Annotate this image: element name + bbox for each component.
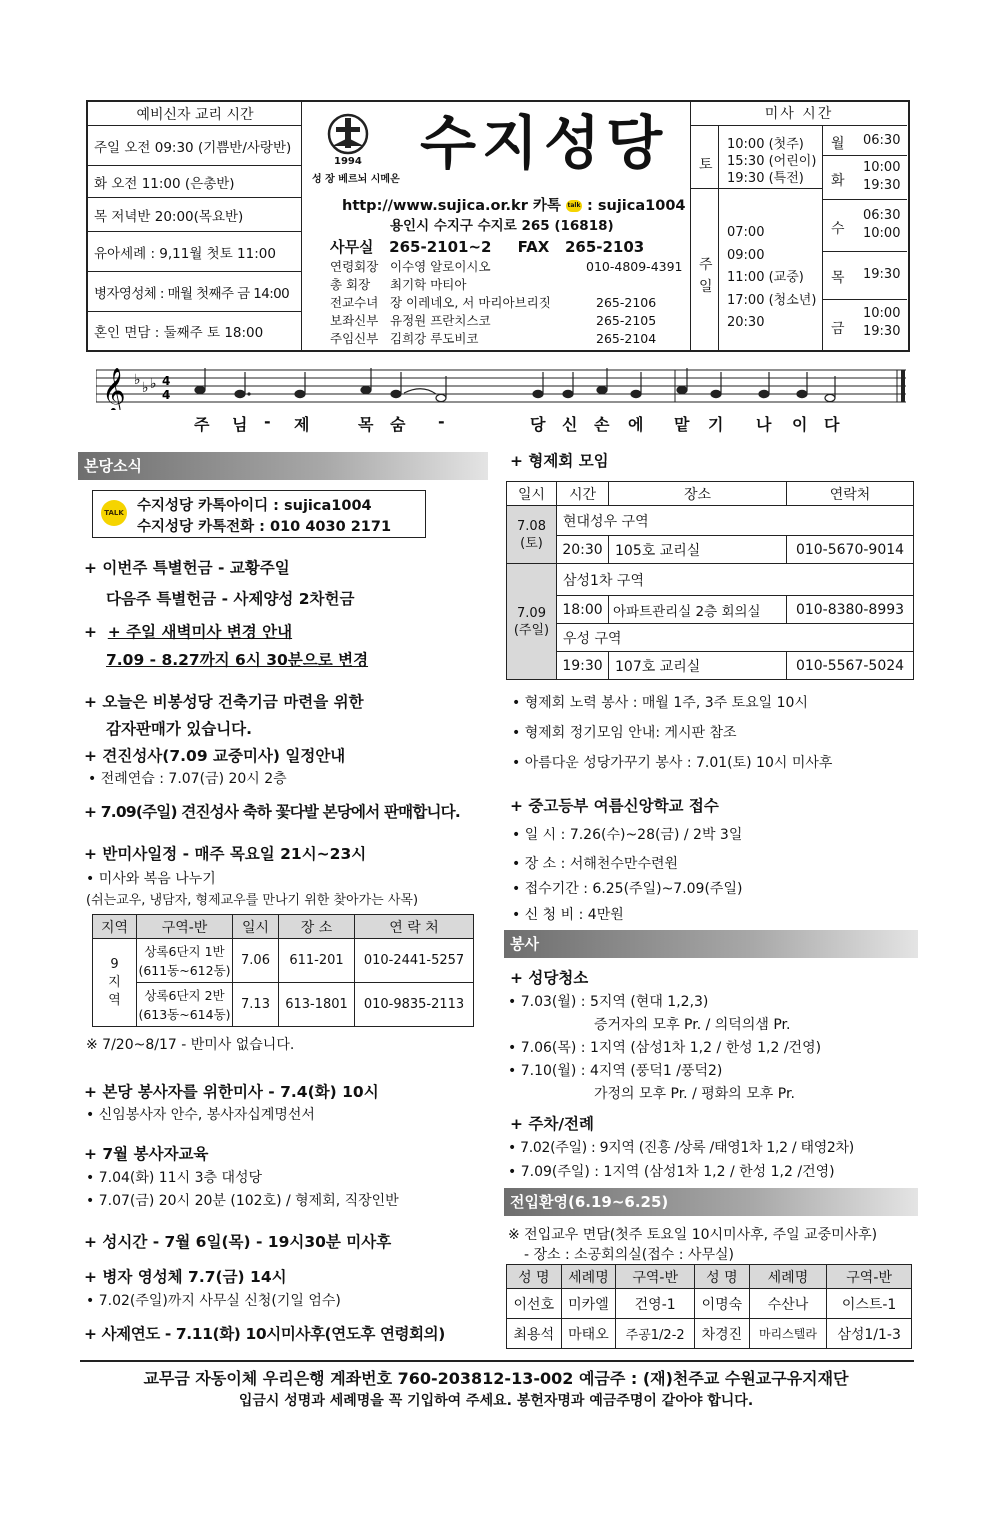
col-header: 지역 [93, 915, 137, 939]
welcome-note: ※ 전입교우 면담(첫주 토요일 10시미사후, 주일 교중미사후) [508, 1227, 878, 1243]
parking-item: • 7.02(주일) : 9지역 (진흥 /상록 /태영1차 1,2 / 태영2차) [508, 1140, 854, 1156]
col-header: 성 명 [507, 1265, 562, 1289]
place-cell: 105호 교리실 [609, 536, 787, 564]
kakao-phone-line: 수지성당 카톡전화 : 010 4030 2171 [137, 519, 392, 535]
time-cell: 19:30 [557, 652, 609, 680]
lyric: - [264, 412, 271, 431]
lyric: 제 [294, 415, 310, 434]
catechism-title: 예비신자 교리 시간 [88, 102, 302, 126]
table-row [93, 939, 474, 983]
news-next-offering: 다음주 특별헌금 - 사제양성 2차헌금 [106, 590, 355, 608]
col-header: 연락처 [787, 482, 914, 506]
cell: 이명숙 [695, 1289, 750, 1319]
staff-phone: 265-2104 [596, 330, 657, 346]
kakao-talk-icon: TALK [101, 500, 127, 526]
col-header: 일시 [507, 482, 557, 506]
news-requiem: + 사제연도 - 7.11(화) 10시미사후(연도후 연령회의) [84, 1325, 445, 1343]
place-cell: 아파트관리실 2층 회의실 [609, 596, 787, 624]
cell: 삼성1/1-3 [827, 1319, 912, 1349]
place-cell: 611-201 [279, 939, 355, 983]
mass-time: 07:00 [727, 225, 765, 240]
cell: 마리스텔라 [749, 1319, 826, 1349]
cell: 미카엘 [561, 1289, 616, 1319]
lyric: 손 [594, 415, 610, 434]
mass-time: 10:00 [863, 226, 901, 241]
date-cell: 7.06 [233, 939, 279, 983]
date-cell: 7.13 [233, 983, 279, 1027]
staff-name: 최기학 마티아 [390, 277, 467, 292]
col-header: 장소 [609, 482, 787, 506]
contact-web [342, 194, 686, 215]
catechism-row: 화 오전 11:00 (은총반) [88, 166, 302, 198]
lyric: 이 [792, 415, 808, 434]
cleaning-item: • 7.06(목) : 1지역 (삼성1차 1,2 / 한성 1,2 /건영) [508, 1040, 822, 1056]
cell: 이스트-1 [827, 1289, 912, 1319]
table-header-row [93, 915, 474, 939]
cell: 마태오 [561, 1319, 616, 1349]
brothers-table [506, 481, 914, 680]
mass-time: 19:30 [863, 324, 901, 339]
svg-text:♭: ♭ [150, 376, 157, 392]
summer-school-item: • 일 시 : 7.26(수)~28(금) / 2박 3일 [512, 827, 743, 843]
news-training-1: • 7.04(화) 11시 3층 대성당 [86, 1170, 263, 1186]
parking-item: • 7.09(주일) : 1지역 (삼성1차 1,2 / 한성 1,2 /건영) [508, 1164, 835, 1180]
mass-time: 06:30 [863, 208, 901, 223]
staff-role: 보좌신부 [330, 313, 379, 328]
catechism-row: 병자영성체 : 매월 첫째주 금 14:00 [88, 272, 302, 312]
news-dawn-mass-detail: 7.09 - 8.27까지 6시 30분으로 변경 [106, 651, 369, 669]
news-ban-mass-desc: (쉬는교우, 냉담자, 형제교우를 만나기 위한 찾아가는 사목) [86, 893, 419, 908]
cell: 이선호 [507, 1289, 562, 1319]
mass-time: 10:00 (첫주) [727, 137, 804, 152]
lyric: 기 [708, 415, 724, 434]
svg-text:4: 4 [162, 374, 171, 388]
parish-name: 수지성당 [420, 109, 669, 177]
news-sick-communion: + 병자 영성체 7.7(금) 14시 [84, 1268, 287, 1286]
col-header: 구역-반 [137, 915, 233, 939]
lyric: 숨 [390, 415, 406, 434]
sunday-label: 주 일 [699, 257, 713, 295]
cleaning-item: • 7.03(월) : 5지역 (현대 1,2,3) [508, 994, 709, 1010]
mass-time: 15:30 (어린이) [727, 154, 817, 169]
mass-time: 20:30 [727, 315, 765, 330]
phone-cell: 010-5567-5024 [787, 652, 914, 680]
mass-time: 17:00 (청소년) [727, 292, 817, 308]
col-header: 일시 [233, 915, 279, 939]
staff-role: 연령회장 [330, 259, 379, 274]
staff-name: 이수영 알로이시오 [390, 259, 491, 274]
region-cell: 9 지 역 [93, 939, 137, 1027]
place-cell: 613-1801 [279, 983, 355, 1027]
staff-row [328, 257, 685, 275]
news-holy-hour: + 성시간 - 7월 6일(목) - 19시30분 미사후 [84, 1233, 392, 1251]
weekday-label: 목 [831, 270, 845, 286]
table-row [507, 596, 914, 624]
sunday-times [727, 222, 816, 335]
news-sick-communion-sub: • 7.02(주일)까지 사무실 신청(기일 엄수) [86, 1293, 341, 1309]
weekday-row [823, 252, 907, 300]
table-row [507, 624, 914, 652]
place-cell: 107호 교리실 [609, 652, 787, 680]
news-confirmation: + 견진성사(7.09 교중미사) 일정안내 [84, 747, 346, 765]
cleaning-item: • 7.10(월) : 4지역 (풍덕1 /풍덕2) [508, 1063, 723, 1079]
table-header-row [507, 1265, 912, 1289]
staff-name: 장 이레네오, 서 마리아브리짓 [390, 295, 551, 310]
staff-phone: 265-2106 [596, 294, 657, 310]
mass-time: 19:30 (특전) [727, 171, 804, 186]
kakao-box [92, 490, 426, 538]
parking-title: + 주차/전례 [510, 1115, 594, 1133]
lyric: - [438, 412, 445, 431]
lyric: 신 [562, 415, 578, 434]
office-phone: 265-2101~2 [389, 238, 492, 256]
summer-school-item: • 접수기간 : 6.25(주일)~7.09(주일) [512, 881, 743, 897]
mass-time: 19:30 [863, 267, 901, 282]
lyric: 다 [824, 415, 840, 434]
table-row [507, 652, 914, 680]
col-header: 세례명 [561, 1265, 616, 1289]
brothers-note: • 아름다운 성당가꾸기 봉사 : 7.01(토) 10시 미사후 [512, 755, 833, 771]
group-name: 삼성1차 구역 [557, 564, 914, 596]
phone-cell: 010-8380-8993 [787, 596, 914, 624]
lyric: 목 [358, 415, 374, 434]
col-header: 장 소 [279, 915, 355, 939]
date-cell: 7.09 (주일) [507, 564, 557, 680]
staff-name: 김희강 루도비코 [390, 331, 479, 346]
cell: 건영-1 [616, 1289, 695, 1319]
staff-role: 전교수녀 [330, 295, 379, 310]
hymn-score [96, 360, 906, 434]
cell: 최용석 [507, 1319, 562, 1349]
weekday-label: 월 [831, 136, 845, 152]
weekday-label: 화 [831, 173, 845, 189]
staff-list [328, 257, 685, 347]
catechism-schedule [88, 102, 302, 350]
table-row [507, 506, 914, 536]
news-dawn-mass-title: + 주일 새벽미사 변경 안내 [107, 623, 293, 641]
brothers-note: • 형제회 정기모임 안내: 게시판 참조 [512, 725, 737, 741]
saturday-times [727, 136, 816, 187]
kakao-id-line: 수지성당 카톡아이디 : sujica1004 [137, 498, 372, 514]
welcome-note: - 장소 : 소공회의실(접수 : 사무실) [524, 1247, 734, 1263]
table-row [507, 564, 914, 596]
lyric: 나 [756, 415, 772, 434]
fax-number: 265-2103 [564, 238, 645, 256]
hymn-lyrics [96, 412, 906, 434]
mass-time: 11:00 (교중) [727, 270, 804, 285]
section-parish-news: 본당소식 [78, 452, 488, 480]
footer-divider [80, 1360, 914, 1362]
phone-cell: 010-5670-9014 [787, 536, 914, 564]
phone-cell: 010-9835-2113 [355, 983, 474, 1027]
cell: 수산나 [749, 1289, 826, 1319]
news-volunteer-mass-sub: • 신임봉사자 안수, 봉사자십계명선서 [86, 1107, 315, 1123]
summer-school-item: • 신 청 비 : 4만원 [512, 907, 624, 923]
saturday-label: 토 [699, 157, 713, 173]
mass-title: 미사 시간 [691, 102, 907, 126]
mass-schedule [690, 102, 908, 350]
table-header-row [507, 482, 914, 506]
divider [691, 188, 823, 189]
section-service: 봉사 [504, 930, 918, 958]
staff-row [328, 311, 685, 329]
summer-school-item: • 장 소 : 서해천수만수련원 [512, 856, 679, 872]
lyric: 당 [530, 415, 546, 434]
col-header: 구역-반 [616, 1265, 695, 1289]
staff-name: 유정원 프란치스코 [390, 313, 491, 328]
lyric: 님 [232, 415, 248, 434]
music-staff-icon [96, 360, 906, 410]
svg-text:♭: ♭ [142, 380, 149, 396]
table-row [507, 1319, 912, 1349]
lyric: 에 [628, 415, 644, 434]
logo-text: 성 장 베르뇌 시메온 [312, 174, 400, 185]
svg-text:𝄞: 𝄞 [102, 368, 126, 410]
catechism-row: 유아세례 : 9,11월 첫토 11:00 [88, 232, 302, 272]
news-volunteer-training: + 7월 봉사자교육 [84, 1145, 209, 1163]
kakao-talk-icon: talk [566, 200, 582, 212]
footer-note: 입금시 성명과 세례명을 꼭 기입하여 주세요. 봉헌자명과 예금주명이 같아야 합니다. [238, 1393, 754, 1409]
website[interactable]: http://www.sujica.or.kr 카톡 [342, 198, 561, 214]
news-potato-sale-2: 감자판매가 있습니다. [106, 720, 253, 738]
weekday-label: 수 [831, 221, 845, 237]
cell: 주공1/2-2 [616, 1319, 695, 1349]
table-row [507, 536, 914, 564]
news-ban-mass-note: ※ 7/20~8/17 - 반미사 없습니다. [86, 1037, 295, 1053]
staff-role: 주임신부 [330, 331, 379, 346]
staff-row [328, 275, 685, 293]
office-contacts [330, 236, 644, 257]
table-row [507, 1289, 912, 1319]
cell: 차경진 [695, 1319, 750, 1349]
footer-account: 교무금 자동이체 우리은행 계좌번호 760-203812-13-002 예금주 : (재)천주교 수원교구유지재단 [143, 1369, 849, 1388]
weekday-row [823, 156, 907, 200]
parish-logo [310, 110, 400, 190]
lyric: 주 [194, 415, 210, 434]
mass-time: 19:30 [863, 178, 901, 193]
news-dawn-mass: + + 주일 새벽미사 변경 안내 [84, 623, 293, 641]
weekday-row [823, 126, 907, 156]
lyric: 맡 [674, 415, 690, 434]
office-label: 사무실 [330, 238, 374, 256]
logo-year: 1994 [334, 156, 362, 167]
area-cell: 상록6단지 2반 (613동~614동) [137, 983, 233, 1027]
time-cell: 18:00 [557, 596, 609, 624]
phone-cell: 010-2441-5257 [355, 939, 474, 983]
kakao-id: : sujica1004 [581, 198, 686, 214]
col-header: 세례명 [749, 1265, 826, 1289]
area-cell: 상록6단지 1반 (611동~612동) [137, 939, 233, 983]
col-header: 구역-반 [827, 1265, 912, 1289]
time-cell: 20:30 [557, 536, 609, 564]
brothers-title: + 형제회 모임 [510, 452, 609, 470]
date-cell: 7.08 (토) [507, 506, 557, 564]
svg-text:4: 4 [162, 388, 171, 402]
staff-phone: 010-4809-4391 [586, 258, 683, 274]
news-training-2: • 7.07(금) 20시 20분 (102호) / 형제회, 직장인반 [86, 1193, 399, 1209]
mass-time: 09:00 [727, 247, 765, 263]
staff-phone: 265-2105 [596, 312, 657, 328]
news-volunteer-mass: + 본당 봉사자를 위한미사 - 7.4(화) 10시 [84, 1083, 379, 1101]
staff-row [328, 293, 685, 311]
staff-role: 총 회장 [330, 277, 371, 292]
mass-time: 10:00 [863, 306, 901, 321]
fax-label: FAX [517, 238, 550, 256]
col-header: 성 명 [695, 1265, 750, 1289]
col-header: 시간 [557, 482, 609, 506]
cleaning-item: 증거자의 모후 Pr. / 의덕의샘 Pr. [594, 1017, 791, 1033]
weekday-label: 금 [831, 321, 845, 337]
ban-mass-table [92, 914, 474, 1027]
parish-info [302, 102, 690, 350]
weekday-column [823, 126, 907, 350]
summer-school-title: + 중고등부 여름신앙학교 접수 [510, 797, 719, 815]
staff-phone [584, 275, 685, 293]
staff-row [328, 329, 685, 347]
news-special-offering: + 이번주 특별헌금 - 교황주일 [84, 559, 290, 577]
group-name: 우성 구역 [557, 624, 914, 652]
col-header: 연 락 처 [355, 915, 474, 939]
weekday-row [823, 200, 907, 252]
news-confirmation-rehearsal: • 전례연습 : 7.07(금) 20시 2층 [88, 771, 287, 787]
cleaning-item: 가정의 모후 Pr. / 평화의 모후 Pr. [594, 1086, 795, 1102]
news-ban-mass: + 반미사일정 - 매주 목요일 21시~23시 [84, 845, 367, 863]
svg-text:♭: ♭ [134, 372, 141, 388]
news-ban-mass-sub: • 미사와 복음 나누기 [86, 871, 216, 887]
news-flower-sale: + 7.09(주일) 견진성사 축하 꽃다발 본당에서 판매합니다. [84, 803, 460, 821]
news-potato-sale: + 오늘은 비봉성당 건축기금 마련을 위한 [84, 693, 364, 711]
catechism-row: 목 저녁반 20:00(목요반) [88, 198, 302, 232]
catechism-row: 주일 오전 09:30 (기쁨반/사랑반) [88, 126, 302, 166]
mass-time: 10:00 [863, 160, 901, 175]
table-row [93, 983, 474, 1027]
mass-time: 06:30 [863, 133, 901, 148]
brothers-note: • 형제회 노력 봉사 : 매월 1주, 3주 토요일 10시 [512, 695, 808, 711]
address: 용인시 수지구 수지로 265 (16818) [390, 218, 614, 234]
group-name: 현대성우 구역 [557, 506, 914, 536]
section-welcome: 전입환영(6.19~6.25) [504, 1188, 918, 1216]
cleaning-title: + 성당청소 [510, 969, 589, 987]
weekday-row [823, 300, 907, 350]
welcome-table [506, 1264, 912, 1349]
catechism-row: 혼인 면담 : 둘째주 토 18:00 [94, 325, 264, 341]
